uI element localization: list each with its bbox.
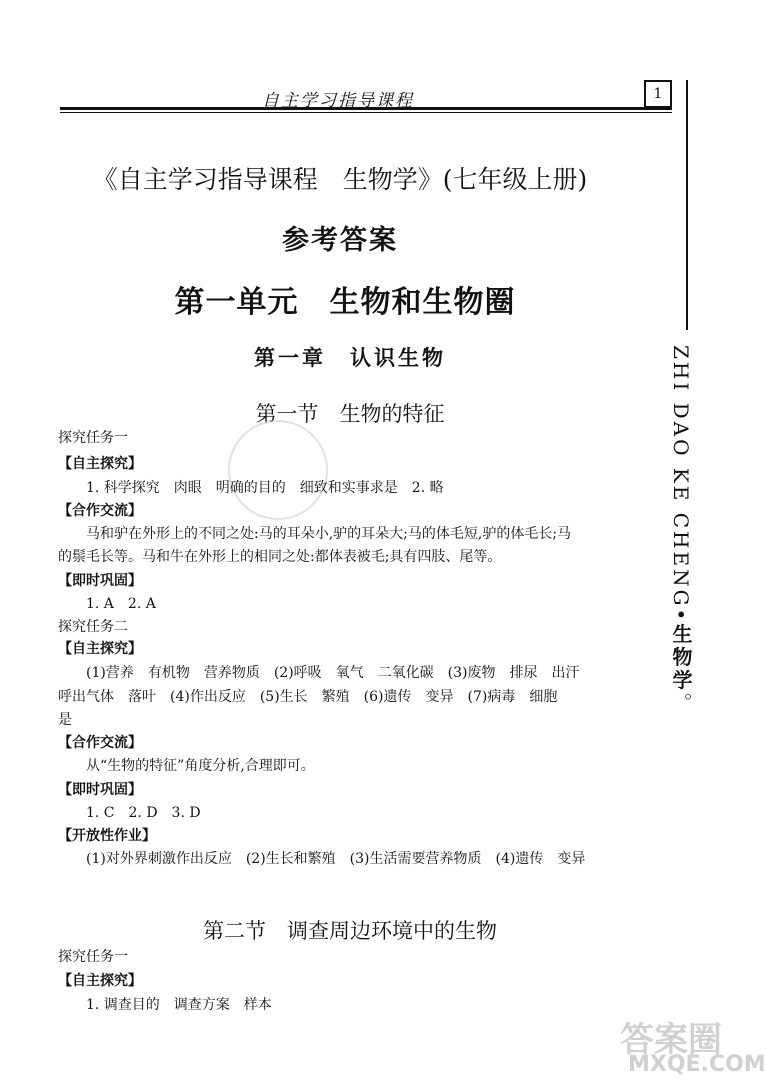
side-latin: ZHI DAO KE CHENG [669,345,693,609]
subsection-heading: 【即时巩固】 [58,573,142,589]
section-title: 第一节 生物的特征 [255,402,445,426]
header-rule-thin [60,112,672,113]
subsection-heading: 【合作交流】 [58,735,142,751]
answer-line: 的鬃毛长等。马和牛在外形上的相同之处:都体表被毛;具有四肢、尾等。 [58,549,502,565]
answer-line: 1. C 2. D 3. D [86,805,201,821]
answer-line: (1)营养 有机物 营养物质 (2)呼吸 氧气 二氧化碳 (3)废物 排尿 出汗 [86,665,580,681]
subsection-heading: 【自主探究】 [58,456,142,472]
answer-line: 从“生物的特征”角度分析,合理即可。 [86,758,315,774]
watermark-logo: 答案圈 [620,1020,722,1060]
watermark-url: MXQE.COM [628,1052,766,1077]
subsection-heading: 【即时巩固】 [58,782,142,798]
section-title: 第二节 调查周边环境中的生物 [203,919,497,943]
task-heading: 探究任务一 [58,949,128,965]
page-number: 1 [644,80,672,108]
document-title: 《自主学习指导课程 生物学》(七年级上册) [92,165,588,194]
side-series-label [667,345,696,715]
answer-line: 马和驴在外形上的不同之处:马的耳朵小,驴的耳朵大;马的体毛短,驴的体毛长;马 [86,526,572,542]
answer-line: 1. 调查目的 调查方案 样本 [86,997,272,1013]
document-subtitle: 参考答案 [282,225,398,256]
answer-line: 是 [58,712,72,728]
answer-line: 1. 科学探究 肉眼 明确的目的 细致和实事求是 2. 略 [86,480,444,496]
unit-title: 第一单元 生物和生物圈 [174,285,516,320]
answer-line: (1)对外界刺激作出反应 (2)生长和繁殖 (3)生活需要营养物质 (4)遗传 变异 [86,851,586,867]
chapter-title: 第一章 认识生物 [254,345,446,370]
subsection-heading: 【自主探究】 [58,973,142,989]
header-rule [60,107,672,110]
answer-line: 呼出气体 落叶 (4)作出反应 (5)生长 繁殖 (6)遗传 变异 (7)病毒 细胞 [58,689,558,705]
task-heading: 探究任务二 [58,619,128,635]
side-dot: • [669,608,693,624]
side-chinese: 生物学 [669,623,693,693]
task-heading: 探究任务一 [58,430,128,446]
stamp-seal [228,420,328,520]
answer-line: 1. A 2. A [86,596,156,612]
running-header: 自主学习指导课程 [262,91,414,111]
subsection-heading: 【合作交流】 [58,503,142,519]
side-dot-end: 。 [669,692,693,716]
subsection-heading: 【开放性作业】 [58,828,156,844]
subsection-heading: 【自主探究】 [58,641,142,657]
